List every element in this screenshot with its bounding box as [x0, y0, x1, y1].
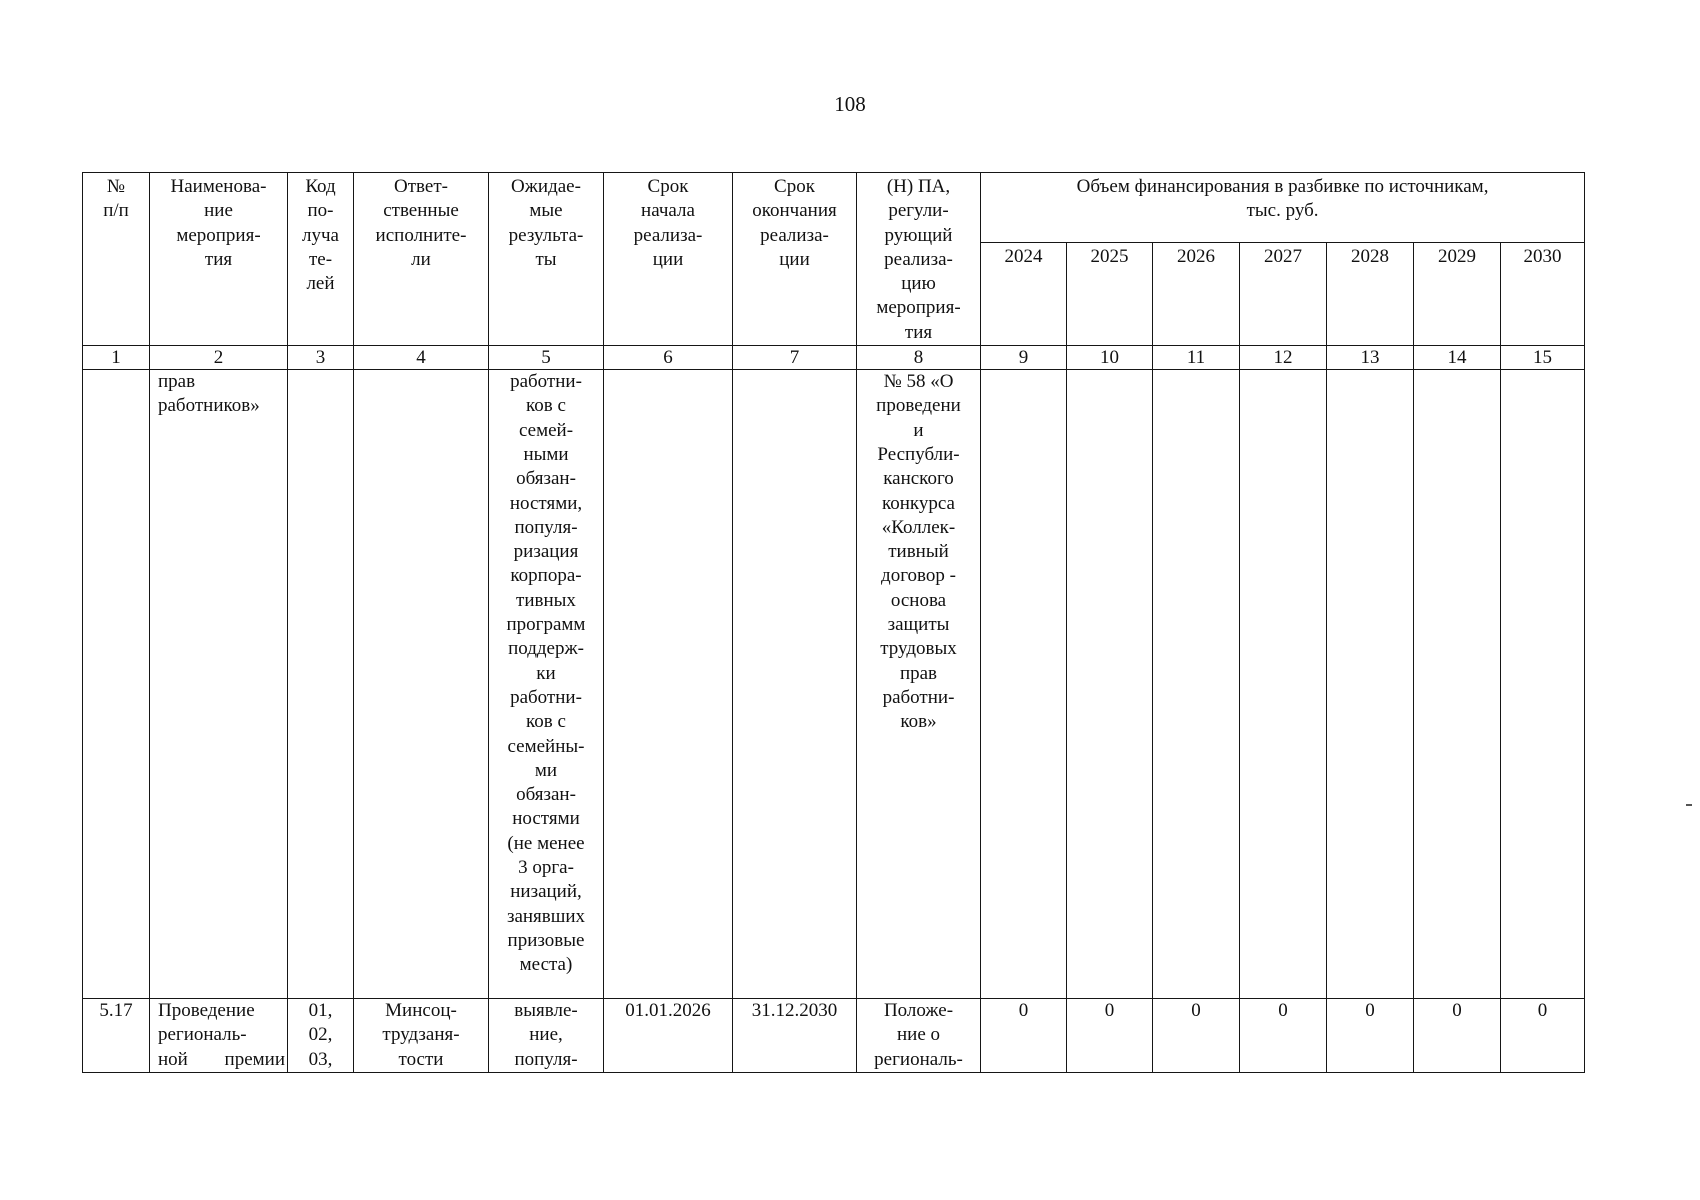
- header-recipient-code: Код по- луча те- лей: [288, 173, 354, 346]
- regulating-act: Положе- ние о региональ-: [857, 999, 981, 1073]
- row-number: 5.17: [83, 999, 150, 1073]
- column-number: 8: [857, 346, 981, 370]
- funding-value: 0: [981, 999, 1067, 1073]
- page-number: 108: [834, 92, 866, 116]
- activity-name: [150, 999, 288, 1073]
- column-number: 2: [150, 346, 288, 370]
- funding-value: [1501, 370, 1585, 999]
- end-date: [733, 370, 857, 999]
- funding-value: [1414, 370, 1501, 999]
- funding-value: [1067, 370, 1153, 999]
- header-year: 2025: [1067, 242, 1153, 345]
- header-start-date: Срок начала реализа- ции: [604, 173, 733, 346]
- funding-value: 0: [1414, 999, 1501, 1073]
- activity-name: прав работников»: [150, 370, 288, 999]
- header-year: 2026: [1153, 242, 1240, 345]
- column-number: 6: [604, 346, 733, 370]
- header-number: № п/п: [83, 173, 150, 346]
- column-number: 1: [83, 346, 150, 370]
- table-row: [83, 999, 1585, 1073]
- header-expected-results: Ожидае- мые результа- ты: [489, 173, 604, 346]
- responsible-executors: Минсоц- трудзаня- тости: [354, 999, 489, 1073]
- table-row: [83, 370, 1585, 999]
- header-year: 2030: [1501, 242, 1585, 345]
- column-number: 13: [1327, 346, 1414, 370]
- funding-value: [1153, 370, 1240, 999]
- responsible-executors: [354, 370, 489, 999]
- header-regulating-act: (Н) ПА, регули- рующий реализа- цию мероприя- тия: [857, 173, 981, 346]
- recipient-code: [288, 370, 354, 999]
- header-year: 2028: [1327, 242, 1414, 345]
- column-number: 14: [1414, 346, 1501, 370]
- funding-value: 0: [1501, 999, 1585, 1073]
- column-number: 12: [1240, 346, 1327, 370]
- header-activity-name: Наименова- ние мероприя- тия: [150, 173, 288, 346]
- header-responsible-executors: Ответ- ственные исполните- ли: [354, 173, 489, 346]
- column-number: 7: [733, 346, 857, 370]
- funding-value: 0: [1153, 999, 1240, 1073]
- header-year: 2027: [1240, 242, 1327, 345]
- header-year: 2029: [1414, 242, 1501, 345]
- regulating-act: № 58 «О проведени и Республи- канского конкурса «Коллек- тивный договор - основа защиты трудовых прав работни- ков»: [857, 370, 981, 999]
- scan-speck: [1686, 804, 1692, 806]
- end-date: 31.12.2030: [733, 999, 857, 1073]
- funding-value: 0: [1240, 999, 1327, 1073]
- column-number: 15: [1501, 346, 1585, 370]
- header-end-date: Срок окончания реализа- ции: [733, 173, 857, 346]
- funding-value: [1327, 370, 1414, 999]
- funding-value: 0: [1067, 999, 1153, 1073]
- column-number: 5: [489, 346, 604, 370]
- funding-value: [981, 370, 1067, 999]
- activity-name-line: Проведение: [158, 1000, 255, 1022]
- column-number: 11: [1153, 346, 1240, 370]
- column-number: 4: [354, 346, 489, 370]
- expected-results: работни- ков с семей- ными обязан- ностями, популя- ризация корпора- тивных программ поддерж- ки работни- ков с семейны- ми обязан- ностями (не менее 3 орга- низаций, занявших призовые места): [489, 370, 604, 999]
- activity-name-line: ной премии: [158, 1048, 285, 1070]
- row-number: [83, 370, 150, 999]
- expected-results: выявле- ние, популя-: [489, 999, 604, 1073]
- header-year: 2024: [981, 242, 1067, 345]
- column-number: 9: [981, 346, 1067, 370]
- funding-value: 0: [1327, 999, 1414, 1073]
- funding-value: [1240, 370, 1327, 999]
- recipient-code: 01, 02, 03,: [288, 999, 354, 1073]
- start-date: 01.01.2026: [604, 999, 733, 1073]
- header-funding-volume: Объем финансирования в разбивке по источникам, тыс. руб.: [981, 173, 1585, 243]
- column-number: 10: [1067, 346, 1153, 370]
- activity-name-line: региональ-: [158, 1024, 247, 1046]
- column-number: 3: [288, 346, 354, 370]
- start-date: [604, 370, 733, 999]
- program-activities-table: [82, 172, 1585, 1073]
